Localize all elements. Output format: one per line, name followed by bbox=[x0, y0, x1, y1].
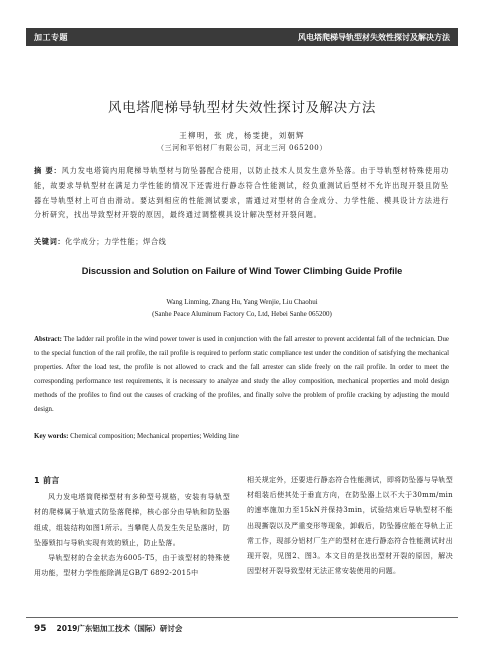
page-number: 95 bbox=[34, 624, 47, 634]
body-paragraph: 风力发电塔筒爬梯型材有多种型号规格，安装有导轨型材的爬梯属于轨道式防坠落爬梯，核心部分由导轨和防坠器组成，组装结构如图1所示。当攀爬人员发生失足坠落时，防坠器锁扣与导轨实现有效的锁止，防止坠落。 bbox=[34, 493, 230, 547]
keywords-english-text: Chemical composition; Mechanical properties; Welding line bbox=[68, 432, 239, 440]
paper-title-english: Discussion and Solution on Failure of Wind Tower Climbing Guide Profile bbox=[81, 266, 403, 276]
keywords-chinese-label: 关键词： bbox=[34, 237, 66, 246]
abstract-english bbox=[34, 333, 449, 417]
body-paragraph: 导轨型材的合金状态为6005-T5，由于该型材的特殊使用功能，型材力学性能除满足GB/T 6892-2015中 bbox=[34, 554, 230, 578]
body-column-right bbox=[247, 473, 453, 579]
abstract-english-label: Abstract: bbox=[34, 336, 62, 343]
running-title: 风电塔爬梯导轨型材失效性探讨及解决方法 bbox=[298, 32, 450, 42]
section-heading: 1 前言 bbox=[34, 476, 60, 485]
abstract-chinese-label: 摘 要： bbox=[34, 166, 62, 175]
footer-divider bbox=[26, 617, 458, 618]
paper-title-chinese: 风电塔爬梯导轨型材失效性探讨及解决方法 bbox=[108, 100, 376, 116]
running-header bbox=[26, 28, 458, 46]
authors-english: Wang Linming, Zhang Hu, Yang Wenjie, Liu Chaohui bbox=[166, 298, 318, 306]
keywords-chinese bbox=[34, 237, 449, 247]
abstract-chinese bbox=[34, 164, 449, 223]
affiliation-chinese: （三河和平铝材厂有限公司，河北三河 065200） bbox=[157, 144, 327, 152]
authors-chinese: 王柳明，张 虎，杨雯捷，刘朝辉 bbox=[179, 131, 305, 140]
journal-name: 2019广东铝加工技术（国际）研讨会 bbox=[56, 624, 183, 633]
page-footer bbox=[34, 623, 182, 634]
keywords-english-label: Key words: bbox=[34, 432, 69, 440]
keywords-english bbox=[34, 432, 449, 440]
abstract-chinese-text: 风力发电塔筒内用爬梯导轨型材与防坠器配合使用，以防止技术人员发生意外坠落。由于导轨型材特殊使用功能，故要求导轨型材在满足力学性能的情况下还需进行静态符合性能测试，经负重测试后型材不允许出现开裂且防坠器在导轨型材上可自由滑动。要达到相应的性能测试要求，需通过对型材的合金成分、力学性能、模具设计方法进行分析研究，找出导致型材开裂的原因，最终通过调整模具设计解决型材开裂问题。 bbox=[34, 166, 450, 220]
affiliation-english: (Sanhe Peace Aluminum Factory Co, Ltd, Hebei Sanhe 065200) bbox=[152, 310, 332, 318]
keywords-chinese-text: 化学成分；力学性能；焊合线 bbox=[65, 237, 167, 246]
body-column-left bbox=[34, 473, 230, 581]
body-paragraph: 相关规定外，还要进行静态符合性能测试，即将防坠器与导轨型材组装后使其处于垂直方向，在防坠器上以不大于30mm/min的速率施加力至15kN并保持3min，试验结束后导轨型材不能出现撕裂以及严重变形等现象，卸载后，防坠器应能在导轨上正常工作，现部分铝材厂生产的型材在进行静态符合性能测试时出现开裂，见图2、图3。本文目的是找出型材开裂的原因，解决因型材开裂导致型材无法正常安装使用的问题。 bbox=[247, 476, 453, 576]
abstract-english-text: The ladder rail profile in the wind power tower is used in conjunction with the fall arrester to prevent accidental fall of the technician. Due to the special function of the rail profile, the rail profile is required to perform static compliance test under the condition of satisfying the mechanical properties. After the load test, the profile is not allowed to crack and the fall arrester can slide freely on the rail profile. In order to meet the corresponding performance test requirements, it is necessary to analyze and study the alloy composition, mechanical properties and mold design methods of the profiles to find out the causes of cracking of the profiles, and finally solve the problem of profile cracking by adjusting the mould design. bbox=[34, 336, 449, 413]
column-label: 加工专题 bbox=[34, 32, 68, 42]
